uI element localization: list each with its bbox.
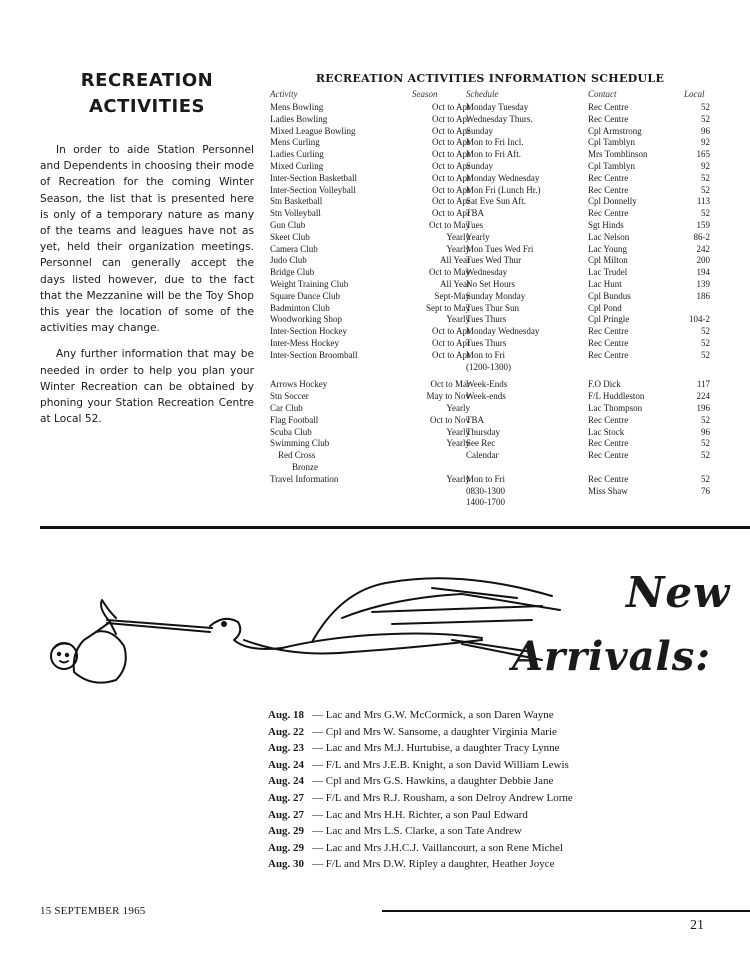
schedule-row — [270, 161, 712, 173]
schedule-row — [270, 303, 712, 315]
schedule-table — [270, 102, 712, 509]
schedule-cell-schedule: Tues Wed Thur — [466, 255, 522, 266]
schedule-cell-schedule: Mon to Fri — [466, 473, 506, 484]
schedule-cell-contact: Cpl Tamblyn — [588, 160, 635, 171]
schedule-row — [270, 196, 712, 208]
schedule-cell-activity: Inter-Section Volleyball — [270, 184, 356, 195]
schedule-cell-season: Yearly — [446, 231, 470, 242]
schedule-cell-activity: Ladies Bowling — [270, 113, 328, 124]
schedule-row — [270, 497, 712, 509]
arrival-text: — Lac and Mrs L.S. Clarke, a son Tate Andrew — [312, 825, 522, 838]
schedule-cell-local: 242 — [696, 243, 710, 254]
schedule-cell-local: 113 — [696, 196, 710, 207]
schedule-row — [270, 185, 712, 197]
schedule-cell-activity: Flag Football — [270, 414, 319, 425]
schedule-cell-activity: Weight Training Club — [270, 278, 349, 289]
arrival-entry — [268, 856, 708, 873]
schedule-cell-contact: Lac Young — [588, 243, 628, 254]
header-schedule: Schedule — [466, 89, 499, 99]
arrival-entry — [268, 773, 708, 790]
schedule-cell-activity: Bridge Club — [270, 267, 315, 278]
stork-illustration — [12, 548, 572, 703]
schedule-row — [270, 474, 712, 486]
schedule-cell-schedule: Week-ends — [466, 391, 506, 402]
schedule-cell-contact: Rec Centre — [588, 208, 629, 219]
schedule-cell-schedule: Mon Tues Wed Fri — [466, 243, 534, 254]
schedule-cell-schedule: Sunday — [466, 125, 493, 136]
schedule-row — [270, 208, 712, 220]
schedule-cell-local: 104-2 — [689, 314, 710, 325]
schedule-row — [270, 255, 712, 267]
schedule-cell-schedule: Yearly — [466, 231, 490, 242]
arrival-text: — F/L and Mrs J.E.B. Knight, a son David William Lewis — [312, 758, 569, 771]
schedule-row — [270, 403, 712, 415]
schedule-row — [270, 427, 712, 439]
schedule-cell-schedule: Monday Wednesday — [466, 326, 540, 337]
schedule-cell-local: 52 — [701, 208, 710, 219]
header-season: Season — [412, 89, 438, 99]
schedule-cell-activity: Mens Bowling — [270, 102, 324, 112]
arrival-text: — Lac and Mrs M.J. Hurtubise, a daughter Tracy Lynne — [312, 742, 560, 755]
schedule-cell-local: 224 — [696, 391, 710, 402]
schedule-cell-season: Oct to Apr — [432, 160, 470, 171]
schedule-cell-season: Oct to Apr — [432, 208, 470, 219]
schedule-row — [270, 350, 712, 362]
schedule-cell-activity: Badminton Club — [270, 302, 330, 313]
arrival-text: — F/L and Mrs R.J. Rousham, a son Delroy Andrew Lorne — [312, 791, 573, 804]
schedule-cell-local: 52 — [701, 438, 710, 449]
schedule-cell-season: Oct to Nov — [430, 414, 470, 425]
arrival-date: Aug. 29 — [268, 825, 305, 838]
schedule-cell-schedule: Mon to Fri Incl. — [466, 137, 524, 148]
schedule-cell-schedule: Tues Thurs — [466, 314, 507, 325]
schedule-cell-schedule: Tues — [466, 219, 484, 230]
schedule-row — [270, 486, 712, 498]
schedule-cell-season: Sept-May — [434, 290, 470, 301]
schedule-cell-schedule: Mon Fri (Lunch Hr.) — [466, 184, 541, 195]
schedule-row — [270, 415, 712, 427]
schedule-row — [270, 137, 712, 149]
schedule-row — [270, 279, 712, 291]
schedule-cell-contact: F/L Huddleston — [588, 391, 645, 402]
schedule-cell-schedule: No Set Hours — [466, 278, 515, 289]
schedule-cell-contact: Cpl Tamblyn — [588, 137, 635, 148]
schedule-cell-schedule: TBA — [466, 208, 484, 219]
schedule-cell-contact: Rec Centre — [588, 438, 629, 449]
schedule-row — [270, 314, 712, 326]
schedule-cell-local: 52 — [701, 113, 710, 124]
schedule-row — [270, 114, 712, 126]
schedule-cell-local: 165 — [696, 149, 710, 160]
schedule-cell-contact: Rec Centre — [588, 102, 629, 112]
schedule-cell-schedule: Tues Thur Sun — [466, 302, 520, 313]
schedule-cell-local: 52 — [701, 473, 710, 484]
schedule-cell-season: Yearly — [446, 243, 470, 254]
schedule-cell-activity: Woodworking Shop — [270, 314, 343, 325]
schedule-cell-activity: Stn Basketball — [270, 196, 323, 207]
schedule-cell-season: All Year — [439, 278, 470, 289]
schedule-cell-season: Oct to Apr — [432, 113, 470, 124]
schedule-cell-season: Yearly — [446, 314, 470, 325]
schedule-cell-season: Oct to Apr — [432, 137, 470, 148]
arrival-text: — Cpl and Mrs W. Sansome, a daughter Virginia Marie — [312, 725, 557, 738]
schedule-cell-activity: Inter-Section Broomball — [270, 349, 358, 360]
arrival-date: Aug. 30 — [268, 858, 305, 871]
arrival-date: Aug. 27 — [268, 791, 305, 804]
schedule-cell-schedule: Mon to Fri — [466, 349, 506, 360]
arrival-date: Aug. 27 — [268, 808, 305, 821]
schedule-cell-schedule: 0830-1300 — [466, 485, 505, 496]
arrival-date: Aug. 22 — [268, 725, 305, 738]
schedule-cell-activity: Bronze — [292, 461, 318, 472]
section-divider — [40, 526, 750, 529]
schedule-cell-season: Oct to Apr — [432, 349, 470, 360]
arrival-entry — [268, 807, 708, 824]
schedule-cell-contact: Rec Centre — [588, 184, 629, 195]
schedule-cell-schedule: See Rec — [466, 438, 496, 449]
schedule-cell-local: 96 — [701, 426, 710, 437]
schedule-cell-schedule: 1400-1700 — [466, 497, 505, 508]
schedule-cell-contact: Lac Trudel — [588, 267, 628, 278]
schedule-cell-season: Sept to May — [426, 302, 470, 313]
arrival-date: Aug. 29 — [268, 841, 305, 854]
schedule-cell-local: 52 — [701, 414, 710, 425]
schedule-cell-schedule: Sunday Monday — [466, 290, 526, 301]
schedule-cell-activity: Stn Volleyball — [270, 208, 321, 219]
schedule-cell-local: 96 — [701, 125, 710, 136]
schedule-cell-activity: Mens Curling — [270, 137, 320, 148]
schedule-cell-contact: Rec Centre — [588, 113, 629, 124]
schedule-cell-activity: Camera Club — [270, 243, 318, 254]
arrival-entry — [268, 790, 708, 807]
schedule-cell-local: 117 — [696, 379, 710, 390]
schedule-row — [270, 126, 712, 138]
schedule-cell-schedule: Sunday — [466, 160, 493, 171]
schedule-cell-contact: Miss Shaw — [588, 485, 628, 496]
schedule-row — [270, 326, 712, 338]
schedule-cell-schedule: Wednesday Thurs. — [466, 113, 533, 124]
schedule-cell-season: Oct to Apr — [432, 337, 470, 348]
schedule-cell-contact: Sgt Hinds — [588, 219, 624, 230]
arrival-text: — Lac and Mrs G.W. McCormick, a son Daren Wayne — [312, 709, 554, 721]
schedule-cell-season: Oct to Apr — [432, 149, 470, 160]
schedule-cell-local: 159 — [696, 219, 710, 230]
arrival-text: — Cpl and Mrs G.S. Hawkins, a daughter Debbie Jane — [312, 775, 554, 788]
schedule-cell-activity: Inter-Section Hockey — [270, 326, 348, 337]
arrival-entry — [268, 740, 708, 757]
schedule-row — [270, 102, 712, 114]
schedule-cell-local: 52 — [701, 326, 710, 337]
schedule-cell-local: 52 — [701, 172, 710, 183]
schedule-cell-activity: Car Club — [270, 402, 303, 413]
arrival-text: — F/L and Mrs D.W. Ripley a daughter, Heather Joyce — [312, 858, 555, 871]
schedule-cell-activity: Square Dance Club — [270, 290, 340, 301]
arrival-entry — [268, 840, 708, 857]
arrival-text: — Lac and Mrs H.H. Richter, a son Paul Edward — [312, 808, 528, 821]
schedule-cell-contact: Rec Centre — [588, 172, 629, 183]
arrival-date: Aug. 23 — [268, 742, 305, 755]
new-arrivals-title-line2: Arrivals: — [512, 633, 712, 680]
schedule-cell-contact: Cpl Milton — [588, 255, 628, 266]
arrival-entry — [268, 724, 708, 741]
schedule-cell-schedule: Monday Wednesday — [466, 172, 540, 183]
schedule-cell-activity: Stn Soccer — [270, 391, 309, 402]
schedule-cell-schedule: TBA — [466, 414, 484, 425]
arrival-date: Aug. 18 — [268, 709, 305, 721]
schedule-cell-season: All Year — [439, 255, 470, 266]
schedule-cell-schedule: Sat Eve Sun Aft. — [466, 196, 526, 207]
schedule-row — [270, 220, 712, 232]
schedule-cell-season: Oct to Mar — [430, 379, 470, 390]
schedule-cell-season: May to Nov — [426, 391, 470, 402]
schedule-cell-contact: Lac Stock — [588, 426, 625, 437]
schedule-cell-schedule: Week-Ends — [466, 379, 508, 390]
schedule-cell-activity: Gun Club — [270, 219, 306, 230]
schedule-cell-contact: F.O Dick — [588, 379, 621, 390]
schedule-cell-local: 52 — [701, 184, 710, 195]
schedule-cell-season: Oct to Apr — [432, 125, 470, 136]
schedule-cell-schedule: Wednesday — [466, 267, 508, 278]
schedule-cell-local: 52 — [701, 349, 710, 360]
page-number: 21 — [690, 918, 704, 933]
schedule-cell-schedule: Thursday — [466, 426, 500, 437]
schedule-cell-contact: Cpl Donnelly — [588, 196, 637, 207]
schedule-row — [270, 462, 712, 474]
header-activity: Activity — [270, 89, 298, 99]
arrival-entry — [268, 757, 708, 774]
intro-title-line2: ACTIVITIES — [89, 96, 205, 117]
schedule-cell-contact: Rec Centre — [588, 473, 629, 484]
schedule-cell-season: Oct to Apr — [432, 102, 470, 112]
schedule-cell-activity: Skeet Club — [270, 231, 310, 242]
schedule-row — [270, 149, 712, 161]
schedule-cell-activity: Travel Information — [270, 473, 339, 484]
schedule-cell-local: 196 — [696, 402, 710, 413]
intro-paragraph-2: Any further information that may be needed in order to help you plan your Winter Recreation can be obtained by phoning your Station Recreation Centre at Local 52. — [40, 348, 254, 426]
schedule-row — [270, 173, 712, 185]
schedule-cell-contact: Cpl Armstrong — [588, 125, 642, 136]
schedule-cell-contact: Mrs Tomblinson — [588, 149, 648, 160]
schedule-cell-local: 52 — [701, 450, 710, 461]
issue-date: 15 SEPTEMBER 1965 — [40, 905, 146, 917]
schedule-cell-season: Oct to Apr — [432, 196, 470, 207]
schedule-cell-season: Oct to Apr — [432, 172, 470, 183]
schedule-row — [270, 450, 712, 462]
schedule-row — [270, 362, 712, 374]
schedule-cell-local: 186 — [696, 290, 710, 301]
schedule-cell-schedule: Tues Thurs — [466, 337, 507, 348]
arrival-date: Aug. 24 — [268, 775, 305, 788]
schedule-cell-contact: Rec Centre — [588, 414, 629, 425]
schedule-cell-season: Yearly — [446, 438, 470, 449]
schedule-cell-contact: Rec Centre — [588, 349, 629, 360]
schedule-row — [270, 438, 712, 450]
arrival-date: Aug. 24 — [268, 758, 305, 771]
schedule-cell-local: 52 — [701, 337, 710, 348]
schedule-cell-schedule: (1200-1300) — [466, 361, 511, 372]
header-local: Local — [684, 89, 705, 99]
schedule-cell-activity: Arrows Hockey — [270, 379, 328, 390]
schedule-cell-local: 92 — [701, 160, 710, 171]
header-contact: Contact — [588, 89, 617, 99]
schedule-cell-contact: Rec Centre — [588, 326, 629, 337]
schedule-cell-activity: Mixed Curling — [270, 160, 324, 171]
schedule-cell-season: Oct to Apr — [432, 326, 470, 337]
schedule-cell-season: Yearly — [446, 402, 470, 413]
intro-title-line1: RECREATION — [80, 70, 214, 91]
footer-divider — [382, 910, 750, 912]
schedule-row — [270, 232, 712, 244]
schedule-cell-activity: Ladies Curling — [270, 149, 324, 160]
schedule-cell-contact: Cpl Pond — [588, 302, 622, 313]
schedule-row — [270, 244, 712, 256]
schedule-cell-contact: Rec Centre — [588, 450, 629, 461]
schedule-cell-local: 194 — [696, 267, 710, 278]
intro-paragraph-1: In order to aide Station Personnel and Dependents in choosing their mode of Recreation for the coming Winter Season, the list that is presented here is only of a temporary nature as many of the teams and leagues have not as yet, held their organization meetings. Personnel can generally accept the days listed however, due to the fact that the Mezzanine will be the Toy Shop this year the location of some of the activities may change. — [40, 144, 254, 335]
new-arrivals-list — [268, 707, 708, 873]
arrival-entry — [268, 823, 708, 840]
schedule-row — [270, 379, 712, 391]
schedule-cell-season: Oct to May — [429, 267, 470, 278]
schedule-cell-contact: Lac Nelson — [588, 231, 630, 242]
schedule-cell-local: 86-2 — [693, 231, 710, 242]
schedule-cell-activity: Swimming Club — [270, 438, 330, 449]
schedule-cell-activity: Judo Club — [270, 255, 307, 266]
arrival-text: — Lac and Mrs J.H.C.J. Vaillancourt, a son Rene Michel — [312, 841, 563, 854]
schedule-row — [270, 391, 712, 403]
schedule-cell-contact: Cpl Bundus — [588, 290, 631, 301]
schedule-cell-season: Yearly — [446, 473, 470, 484]
schedule-cell-activity: Inter-Mess Hockey — [270, 337, 340, 348]
schedule-cell-local: 52 — [701, 102, 710, 112]
schedule-cell-schedule: Monday Tuesday — [466, 102, 529, 112]
schedule-cell-season: Oct to Apr — [432, 184, 470, 195]
schedule-cell-schedule: Mon to Fri Aft. — [466, 149, 522, 160]
recreation-intro — [40, 68, 254, 437]
schedule-cell-local: 92 — [701, 137, 710, 148]
schedule-cell-local: 76 — [701, 485, 710, 496]
schedule-cell-contact: Lac Thompson — [588, 402, 643, 413]
schedule-cell-local: 139 — [696, 278, 710, 289]
intro-title — [40, 68, 254, 120]
schedule-cell-activity: Mixed League Bowling — [270, 125, 356, 136]
schedule-cell-activity: Inter-Section Basketball — [270, 172, 358, 183]
schedule-row — [270, 291, 712, 303]
schedule-cell-contact: Lac Hunt — [588, 278, 622, 289]
schedule-row — [270, 267, 712, 279]
schedule-cell-contact: Rec Centre — [588, 337, 629, 348]
schedule-cell-contact: Cpl Pringle — [588, 314, 630, 325]
new-arrivals-title-line1: New — [626, 568, 731, 617]
schedule-cell-season: Oct to May — [429, 219, 470, 230]
schedule-cell-local: 200 — [696, 255, 710, 266]
arrival-entry — [268, 707, 708, 724]
schedule-cell-activity: Scuba Club — [270, 426, 312, 437]
schedule-cell-schedule: Calendar — [466, 450, 499, 461]
schedule-row — [270, 338, 712, 350]
schedule-cell-activity: Red Cross — [278, 450, 316, 461]
schedule-title: RECREATION ACTIVITIES INFORMATION SCHEDULE — [315, 72, 665, 85]
schedule-cell-season: Yearly — [446, 426, 470, 437]
